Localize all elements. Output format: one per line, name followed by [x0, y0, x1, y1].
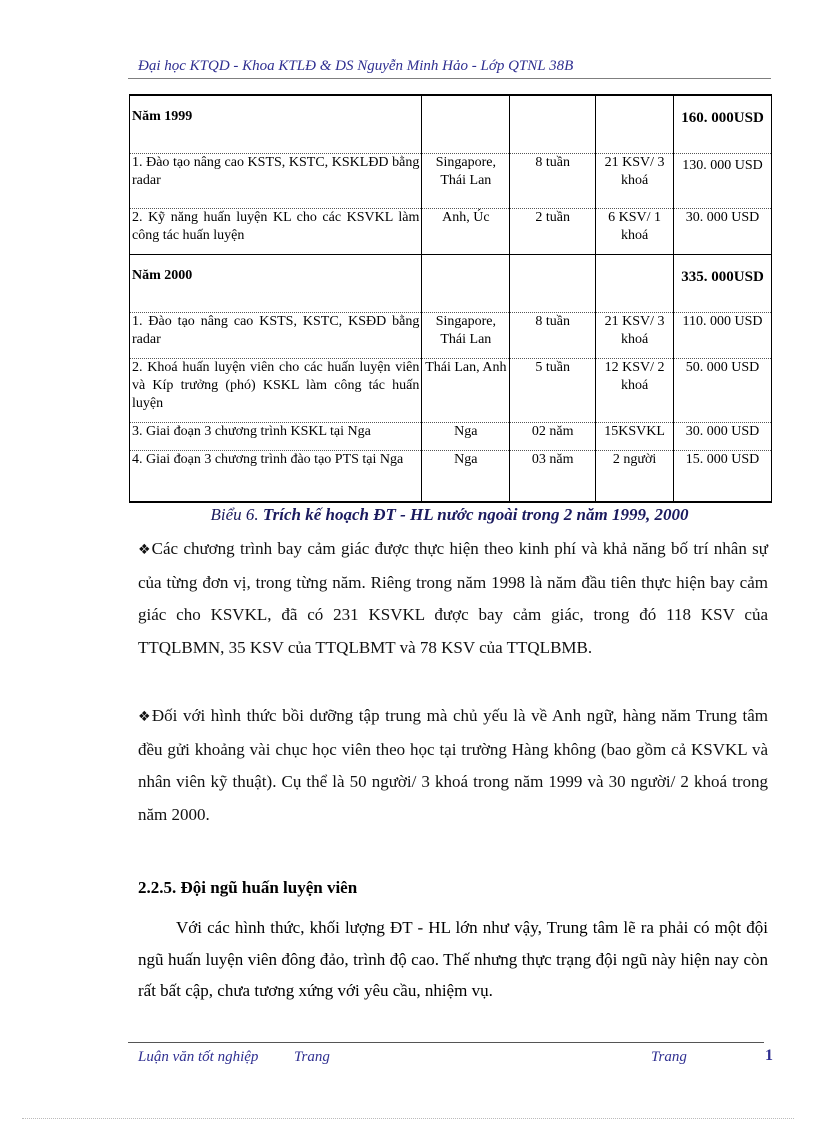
diamond-bullet-icon: ❖ — [138, 709, 152, 725]
location-cell: Singapore, Thái Lan — [422, 153, 510, 208]
footer-page-label: Trang — [294, 1049, 330, 1065]
program-cell: 2. Khoá huấn luyện viên cho các huấn luyện viên và Kíp trưởng (phó) KSKL làm công tác huấn luyện — [130, 358, 422, 422]
location-cell: Singapore, Thái Lan — [422, 312, 510, 358]
year-total: 160. 000USD — [674, 95, 772, 153]
header-text: Đại học KTQD - Khoa KTLĐ & DS Nguyễn Minh Hảo - Lớp QTNL 38B — [138, 58, 574, 74]
program-cell: 1. Đào tạo nâng cao KSTS, KSTC, KSĐD bằng radar — [130, 312, 422, 358]
trainees-cell: 12 KSV/ 2 khoá — [596, 358, 674, 422]
training-plan-table — [129, 94, 772, 503]
cost-cell: 30. 000 USD — [674, 422, 772, 450]
paragraph-text: Các chương trình bay cảm giác được thực hiện theo kinh phí và khả năng bố trí nhân sự của từng đơn vị, trong từng năm. Riêng trong năm 1998 là năm đầu tiên thực hiện bay cảm giác cho KSVKL, đã có 231 KSVKL được bay cảm giác, trong đó 118 KSV của TTQLBMN, 35 KSV của TTQLBMT và 78 KSV của TTQLBMB. — [138, 539, 768, 657]
table-row — [130, 358, 772, 422]
paragraph-english-training — [138, 700, 768, 831]
table-row — [130, 450, 772, 502]
cost-cell: 30. 000 USD — [674, 208, 772, 254]
paragraph-text: Đối với hình thức bồi dưỡng tập trung mà chủ yếu là về Anh ngữ, hàng năm Trung tâm đều gửi khoảng vài chục học viên theo học tại trường Hàng không (bao gồm cả KSVKL và nhân viên kỹ thuật). Cụ thể là 50 người/ 3 khoá trong năm 1999 và 30 người/ 2 khoá trong năm 2000. — [138, 706, 768, 824]
trainees-cell: 21 KSV/ 3 khoá — [596, 312, 674, 358]
table-row — [130, 208, 772, 254]
duration-cell: 02 năm — [510, 422, 596, 450]
program-cell: 2. Kỹ năng huấn luyện KL cho các KSVKL làm công tác huấn luyện — [130, 208, 422, 254]
caption-prefix: Biểu 6. — [210, 505, 263, 524]
footer-thesis-label: Luận văn tốt nghiệp — [138, 1049, 259, 1065]
section-body: Với các hình thức, khối lượng ĐT - HL lớn như vậy, Trung tâm lẽ ra phải có một đội ngũ huấn luyện viên đông đảo, trình độ cao. Thế nhưng thực trạng đội ngũ này hiện nay còn rất bất cập, chưa tương xứng với yêu cầu, nhiệm vụ. — [138, 918, 768, 1000]
year-label: Năm 2000 — [130, 254, 422, 312]
duration-cell: 8 tuần — [510, 312, 596, 358]
year-total: 335. 000USD — [674, 254, 772, 312]
program-cell: 3. Giai đoạn 3 chương trình KSKL tại Nga — [130, 422, 422, 450]
cost-cell: 15. 000 USD — [674, 450, 772, 502]
cost-cell: 50. 000 USD — [674, 358, 772, 422]
diamond-bullet-icon: ❖ — [138, 542, 152, 558]
page-number: 1 — [765, 1047, 773, 1064]
section-heading: 2.2.5. Đội ngũ huấn luyện viên — [138, 878, 358, 897]
trainees-cell: 2 người — [596, 450, 674, 502]
page-edge-divider — [22, 1118, 794, 1119]
trainees-cell: 15KSVKL — [596, 422, 674, 450]
page-header — [128, 55, 771, 79]
table-row — [130, 422, 772, 450]
year-label: Năm 1999 — [130, 95, 422, 153]
trainees-cell: 6 KSV/ 1 khoá — [596, 208, 674, 254]
duration-cell: 8 tuần — [510, 153, 596, 208]
cost-cell: 110. 000 USD — [674, 312, 772, 358]
caption-title: Trích kế hoạch ĐT - HL nước ngoài trong 2 năm 1999, 2000 — [262, 505, 689, 524]
table-row — [130, 153, 772, 208]
table-caption — [128, 505, 771, 525]
duration-cell: 5 tuần — [510, 358, 596, 422]
location-cell: Thái Lan, Anh — [422, 358, 510, 422]
location-cell: Nga — [422, 422, 510, 450]
paragraph-flight-sensation — [138, 533, 768, 664]
duration-cell: 03 năm — [510, 450, 596, 502]
location-cell: Nga — [422, 450, 510, 502]
year-row-2000 — [130, 254, 772, 312]
program-cell: 1. Đào tạo nâng cao KSTS, KSTC, KSKLĐD bằng radar — [130, 153, 422, 208]
footer-page-label-right: Trang — [651, 1049, 687, 1065]
trainees-cell: 21 KSV/ 3 khoá — [596, 153, 674, 208]
year-row-1999 — [130, 95, 772, 153]
cost-cell: 130. 000 USD — [674, 153, 772, 208]
duration-cell: 2 tuần — [510, 208, 596, 254]
program-cell: 4. Giai đoạn 3 chương trình đào tạo PTS tại Nga — [130, 450, 422, 502]
table-row — [130, 312, 772, 358]
location-cell: Anh, Úc — [422, 208, 510, 254]
page-footer — [128, 1042, 773, 1073]
